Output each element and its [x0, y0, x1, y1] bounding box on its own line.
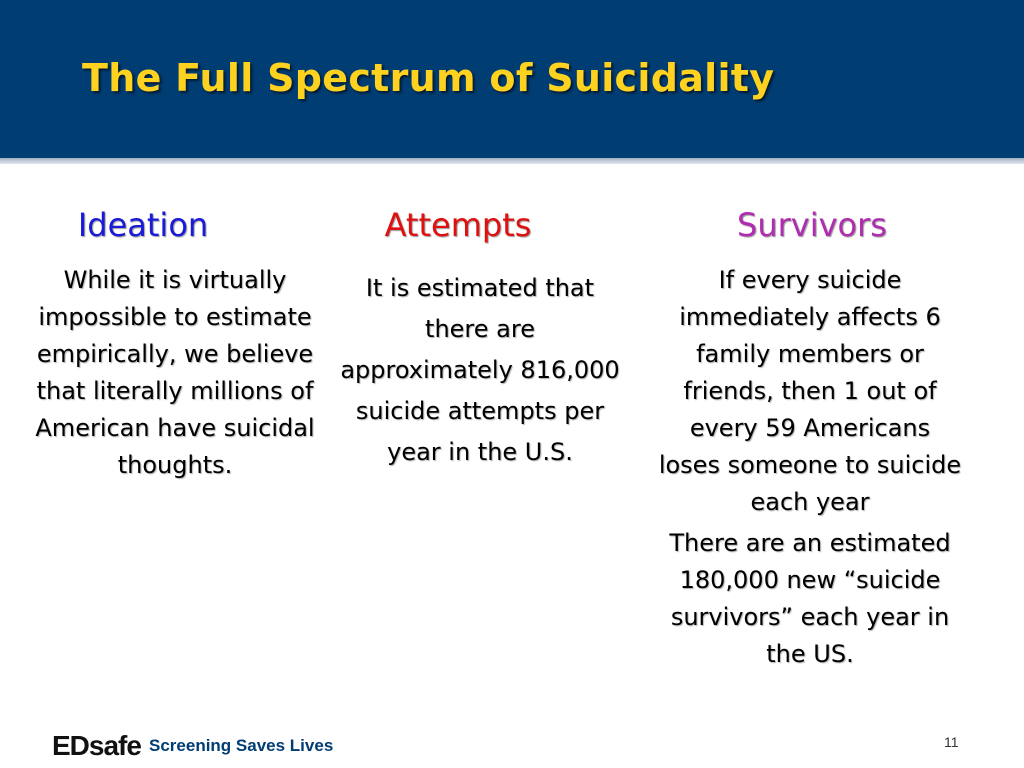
footer-tagline: Screening Saves Lives — [149, 736, 334, 755]
slide-number: 11 — [944, 734, 959, 750]
attempts-column — [340, 206, 620, 473]
slide-title: The Full Spectrum of Suicidality — [82, 56, 775, 100]
survivors-text-2: There are an estimated 180,000 new “suicide survivors” each year in the US. — [669, 529, 951, 668]
attempts-text: It is estimated that there are approximately 816,000 suicide attempts per year in the U.S. — [340, 274, 620, 466]
attempts-heading: Attempts — [384, 206, 532, 244]
survivors-text: If every suicide immediately affects 6 family members or friends, then 1 out of every 59 Americans loses someone to suicide each year — [658, 266, 962, 516]
ideation-text: While it is virtually impossible to estimate empirically, we believe that literally millions of American have suicidal thoughts. — [35, 266, 315, 479]
survivors-heading: Survivors — [737, 206, 887, 244]
title-divider — [0, 158, 1024, 164]
logo-wordmark: EDsafe — [52, 730, 141, 761]
ideation-heading: Ideation — [77, 206, 209, 244]
edsafe-logo — [52, 729, 141, 763]
ideation-column — [20, 206, 330, 484]
survivors-column — [656, 206, 964, 673]
